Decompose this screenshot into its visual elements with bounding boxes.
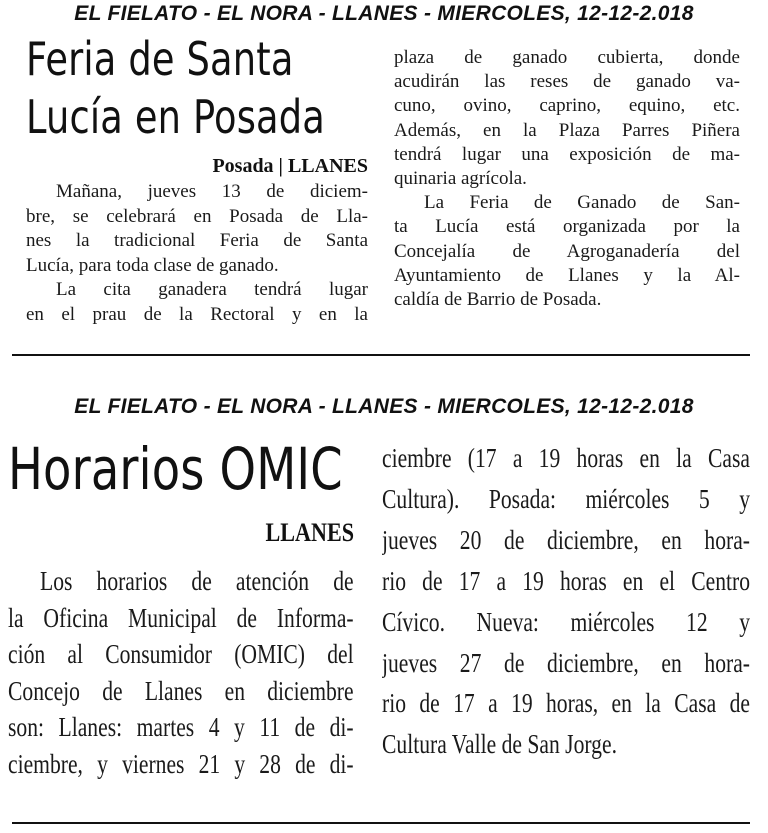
text-line: Mañana, jueves 13 de diciem- bbox=[56, 181, 368, 202]
headline bbox=[8, 432, 343, 506]
text-line: rio de 17 a 19 horas en el Centro bbox=[382, 565, 750, 596]
text-line: Lucía, para toda clase de ganado. bbox=[26, 254, 279, 276]
page-header: EL FIELATO - EL NORA - LLANES - MIERCOLES, 12-12-2.018 bbox=[74, 395, 694, 418]
text-line: Concejalía de Agroganadería del bbox=[394, 240, 740, 262]
divider bbox=[12, 354, 750, 356]
headline-line: Feria de Santa bbox=[26, 32, 294, 86]
page-header: EL FIELATO - EL NORA - LLANES - MIERCOLES, 12-12-2.018 bbox=[74, 2, 694, 25]
divider bbox=[12, 822, 750, 824]
text-line: Ayuntamiento de Llanes y la Al- bbox=[394, 264, 740, 286]
text-line: la Oficina Municipal de Informa- bbox=[8, 602, 354, 633]
text-line: tendrá lugar una exposición de ma- bbox=[394, 143, 740, 165]
text-line: cuno, ovino, caprino, equino, etc. bbox=[394, 95, 740, 117]
text-line: Concejo de Llanes en diciembre bbox=[8, 675, 354, 706]
text-line: plaza de ganado cubierta, donde bbox=[394, 47, 740, 68]
text-line: nes la tradicional Feria de Santa bbox=[26, 230, 368, 251]
headline-line: Horarios OMIC bbox=[8, 435, 343, 503]
text-line: ciembre (17 a 19 horas en la Casa bbox=[382, 443, 750, 473]
text-line: rio de 17 a 19 horas, en la Casa de bbox=[382, 688, 750, 719]
text-line: caldía de Barrio de Posada. bbox=[394, 289, 602, 311]
text-line: bre, se celebrará en Posada de Lla- bbox=[26, 205, 368, 227]
text-line: ciembre, y viernes 21 y 28 de di- bbox=[8, 748, 354, 779]
text-line: ción al Consumidor (OMIC) del bbox=[8, 639, 354, 670]
article-column-left bbox=[8, 563, 354, 783]
text-line: Cívico. Nueva: miércoles 12 y bbox=[382, 606, 750, 637]
text-line: Además, en la Plaza Parres Piñera bbox=[394, 119, 740, 141]
article-column-left bbox=[26, 180, 368, 327]
text-line: Cultura Valle de San Jorge. bbox=[382, 729, 617, 760]
byline: Posada | LLANES bbox=[212, 155, 368, 177]
text-line: jueves 27 de diciembre, en hora- bbox=[382, 647, 750, 678]
text-line: Cultura). Posada: miércoles 5 y bbox=[382, 483, 750, 514]
text-line: son: Llanes: martes 4 y 11 de di- bbox=[8, 712, 354, 743]
article-column-right bbox=[394, 46, 740, 312]
text-line: en el prau de la Rectoral y en la bbox=[26, 303, 368, 325]
article-column-right bbox=[382, 438, 750, 765]
text-line: Los horarios de atención de bbox=[40, 566, 354, 596]
byline: LLANES bbox=[265, 518, 354, 547]
headline-line: Lucía en Posada bbox=[26, 90, 325, 144]
headline bbox=[26, 30, 325, 146]
text-line: acudirán las reses de ganado va- bbox=[394, 71, 740, 93]
text-line: jueves 20 de diciembre, en hora- bbox=[382, 524, 750, 555]
text-line: La cita ganadera tendrá lugar bbox=[56, 279, 368, 300]
text-line: quinaria agrícola. bbox=[394, 168, 527, 190]
text-line: ta Lucía está organizada por la bbox=[394, 216, 740, 238]
text-line: La Feria de Ganado de San- bbox=[424, 192, 740, 214]
